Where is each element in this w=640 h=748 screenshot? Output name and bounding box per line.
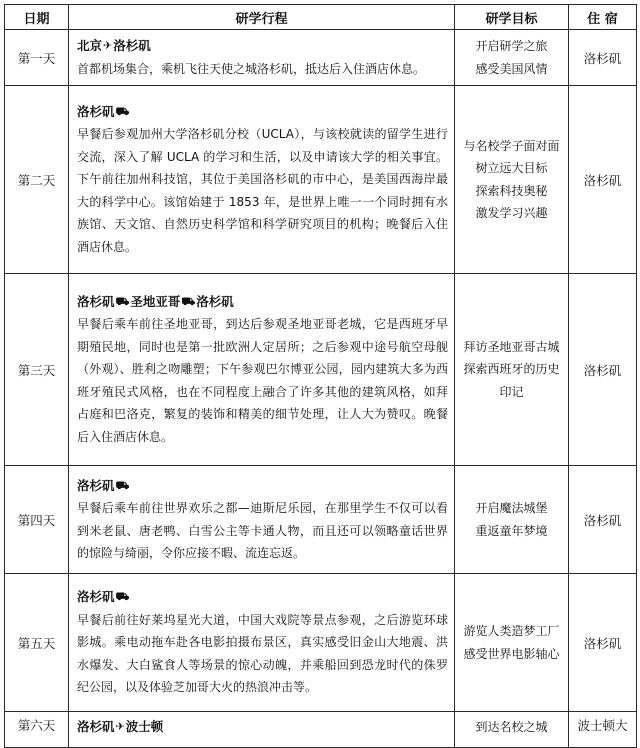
bus-icon: ⛟ xyxy=(115,590,130,604)
itinerary-table xyxy=(4,4,637,748)
goal-line: 感受美国风情 xyxy=(475,61,548,76)
itinerary-description: 早餐后乘车前往世界欢乐之都—迪斯尼乐园，在那里学生不仅可以看到米老鼠、唐老鸭、白雪公主等卡通人物，而且还可以领略童话世界的惊险与绮丽，令你应接不暇、流连忘返。 xyxy=(77,501,448,560)
header-date: 日期 xyxy=(5,5,69,30)
goal-line: 探索西班牙的历史印记 xyxy=(463,362,560,399)
itinerary-description: 早餐后前往好莱坞星光大道，中国大戏院等景点参观，之后游览环球影城。乘电动拖车赴各电影拍摄布景区，真实感受旧金山大地震、洪水爆发、大白鲨食人等场景的惊心动魄，并乘船回到恐龙时代的侏罗纪公园，以及体验芝加哥大火的热浪冲击等。 xyxy=(77,612,448,695)
route-place: 洛杉矶 xyxy=(77,477,115,493)
day-cell: 第一天 xyxy=(5,30,69,86)
lodging-cell: 洛杉矶 xyxy=(569,30,637,86)
goals-cell xyxy=(455,86,569,274)
day-cell: 第四天 xyxy=(5,466,69,574)
goals-cell xyxy=(455,274,569,466)
itinerary-cell xyxy=(69,712,455,748)
goals-cell xyxy=(455,466,569,574)
bus-icon: ⛟ xyxy=(115,295,130,309)
goal-line: 游览人类造梦工厂 xyxy=(463,624,560,638)
goal-line: 树立远大目标 xyxy=(475,161,548,175)
goal-line: 到达名校之城 xyxy=(475,720,548,734)
table-row xyxy=(5,86,637,274)
goal-line: 开启魔法城堡 xyxy=(475,501,548,515)
route-place: 洛杉矶 xyxy=(77,294,115,310)
route-title xyxy=(77,101,448,123)
itinerary-cell xyxy=(69,30,455,86)
route-place: 洛杉矶 xyxy=(196,294,234,310)
header-lodging: 住 宿 xyxy=(569,5,637,30)
itinerary-cell xyxy=(69,574,455,712)
route-title xyxy=(77,716,448,738)
lodging-cell: 波士顿大 xyxy=(569,712,637,748)
goal-line: 开启研学之旅 xyxy=(475,39,548,53)
route-title xyxy=(77,291,448,313)
table-row xyxy=(5,274,637,466)
lodging-cell: 洛杉矶 xyxy=(569,466,637,574)
lodging-cell: 洛杉矶 xyxy=(569,574,637,712)
itinerary-description: 首都机场集合，乘机飞往天使之城洛杉矶，抵达后入住酒店休息。 xyxy=(77,61,426,76)
plane-icon: ✈ xyxy=(103,39,113,53)
bus-icon: ⛟ xyxy=(181,295,196,309)
itinerary-cell xyxy=(69,466,455,574)
goal-line: 激发学习兴趣 xyxy=(475,206,548,220)
goal-line: 感受世界电影轴心 xyxy=(463,646,560,661)
bus-icon: ⛟ xyxy=(115,105,130,119)
table-row xyxy=(5,30,637,86)
route-place: 洛杉矶 xyxy=(77,589,115,605)
route-title xyxy=(77,35,448,57)
day-cell: 第二天 xyxy=(5,86,69,274)
header-row xyxy=(5,5,637,30)
day-cell: 第六天 xyxy=(5,712,69,748)
route-title xyxy=(77,475,448,497)
bus-icon: ⛟ xyxy=(115,478,130,492)
route-place: 洛杉矶 xyxy=(113,38,151,54)
route-place: 波士顿 xyxy=(125,719,164,734)
goal-line: 重返童年梦境 xyxy=(475,523,548,538)
lodging-cell: 洛杉矶 xyxy=(569,86,637,274)
itinerary-cell xyxy=(69,86,455,274)
goals-cell xyxy=(455,30,569,86)
goals-cell xyxy=(455,574,569,712)
route-place: 洛杉矶 xyxy=(77,719,115,734)
lodging-cell: 洛杉矶 xyxy=(569,274,637,466)
route-place: 北京 xyxy=(77,38,103,54)
day-cell: 第五天 xyxy=(5,574,69,712)
header-goals: 研学目标 xyxy=(455,5,569,30)
table-row xyxy=(5,712,637,748)
day-cell: 第三天 xyxy=(5,274,69,466)
itinerary-description: 早餐后乘车前往圣地亚哥，到达后参观圣地亚哥老城，它是西班牙早期殖民地，同时也是第一批欧洲人定居所；之后参观中途号航空母舰（外观）、胜利之吻雕塑；下午参观巴尔博亚公园，园内建筑大多为西班牙殖民式风格，也在不同程度上融合了许多其他的建筑风格，如拜占庭和巴洛克，繁复的装饰和精美的细节处理，让人大为赞叹。晚餐后入住酒店休息。 xyxy=(77,317,448,444)
route-place: 洛杉矶 xyxy=(77,104,115,120)
goal-line: 与名校学子面对面 xyxy=(463,138,560,153)
goal-line: 拜访圣地亚哥古城 xyxy=(463,339,560,354)
route-title xyxy=(77,586,448,608)
plane-icon: ✈ xyxy=(115,720,125,733)
table-row xyxy=(5,466,637,574)
itinerary-description: 早餐后参观加州大学洛杉矶分校（UCLA），与该校就读的留学生进行交流，深入了解 UCLA 的学习和生活，以及申请该大学的相关事宜。下午前往加州科技馆，其位于美国洛杉矶的市中心，是美国西海岸最大的科学中心。该馆始建于 1853 年，是世界上唯一一个同时拥有水族馆、天文馆、自然历史科学馆和科学研究项目的机构；晚餐后入住酒店休息。 xyxy=(77,127,448,254)
table-row xyxy=(5,574,637,712)
goals-cell xyxy=(455,712,569,748)
route-place: 圣地亚哥 xyxy=(130,294,181,310)
itinerary-cell xyxy=(69,274,455,466)
header-itinerary: 研学行程 xyxy=(69,5,455,30)
goal-line: 探索科技奥秘 xyxy=(475,183,548,198)
